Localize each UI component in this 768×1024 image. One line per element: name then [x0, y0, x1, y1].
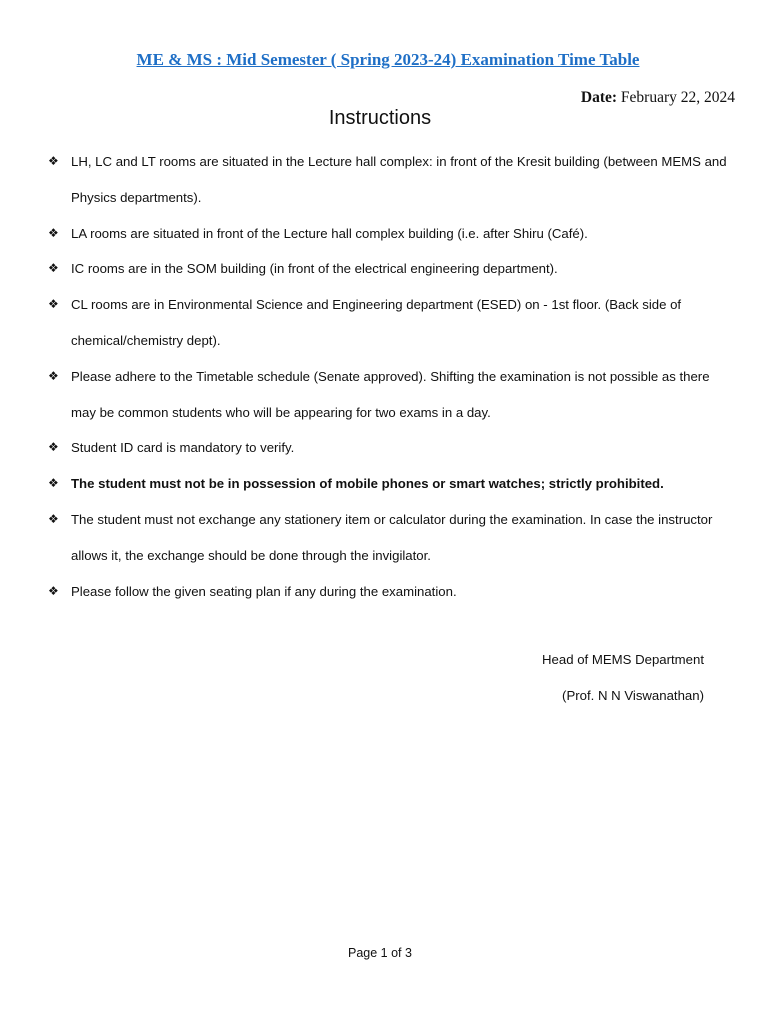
page-number: Page 1 of 3	[348, 946, 412, 960]
four-diamond-bullet-icon: ❖	[48, 225, 59, 240]
instruction-text: Please adhere to the Timetable schedule (Senate approved). Shifting the examination is not possible as there may be common students who will be appearing for two exams in a day.	[71, 368, 710, 420]
four-diamond-bullet-icon: ❖	[48, 297, 59, 312]
date-label: Date:	[580, 89, 618, 106]
instruction-text: CL rooms are in Environmental Science and Engineering department (ESED) on - 1st floor. (Back side of chemical/chemistry dept).	[71, 297, 682, 348]
document-date	[581, 89, 735, 107]
four-diamond-bullet-icon: ❖	[48, 154, 59, 168]
document-title: ME & MS : Mid Semester ( Spring 2023-24) Examination Time Table	[136, 50, 640, 69]
instruction-item	[48, 216, 728, 252]
instruction-item-warning	[48, 466, 728, 502]
instruction-item	[48, 574, 728, 610]
four-diamond-bullet-icon: ❖	[48, 440, 59, 455]
instruction-item	[48, 359, 728, 431]
four-diamond-bullet-icon: ❖	[48, 261, 59, 276]
signature-title: Head of MEMS Department	[542, 652, 704, 667]
instruction-text: The student must not exchange any stationery item or calculator during the examination. In case the instructor allows it, the exchange should be done through the invigilator.	[71, 511, 713, 563]
instruction-text: The student must not be in possession of mobile phones or smart watches; strictly prohibited.	[71, 476, 664, 492]
instructions-heading: Instructions	[328, 107, 432, 129]
instruction-text: Please follow the given seating plan if any during the examination.	[71, 583, 457, 599]
instruction-item	[48, 287, 728, 359]
instruction-item	[48, 502, 728, 574]
four-diamond-bullet-icon: ❖	[48, 476, 59, 491]
instruction-text: LH, LC and LT rooms are situated in the Lecture hall complex: in front of the Kresit building (between MEMS and Physics departments).	[71, 154, 727, 205]
four-diamond-bullet-icon: ❖	[48, 511, 59, 526]
signature-block	[542, 642, 704, 714]
four-diamond-bullet-icon: ❖	[48, 583, 59, 598]
signature-name: (Prof. N N Viswanathan)	[562, 688, 704, 703]
instruction-item	[48, 144, 728, 216]
instructions-list	[48, 144, 728, 609]
instruction-text: IC rooms are in the SOM building (in front of the electrical engineering department).	[71, 261, 558, 277]
four-diamond-bullet-icon: ❖	[48, 368, 59, 383]
instruction-text: LA rooms are situated in front of the Lecture hall complex building (i.e. after Shiru (Café).	[71, 225, 588, 241]
instruction-text: Student ID card is mandatory to verify.	[71, 440, 295, 456]
instruction-item	[48, 430, 728, 466]
date-value: February 22, 2024	[620, 89, 735, 106]
instruction-item	[48, 251, 728, 287]
